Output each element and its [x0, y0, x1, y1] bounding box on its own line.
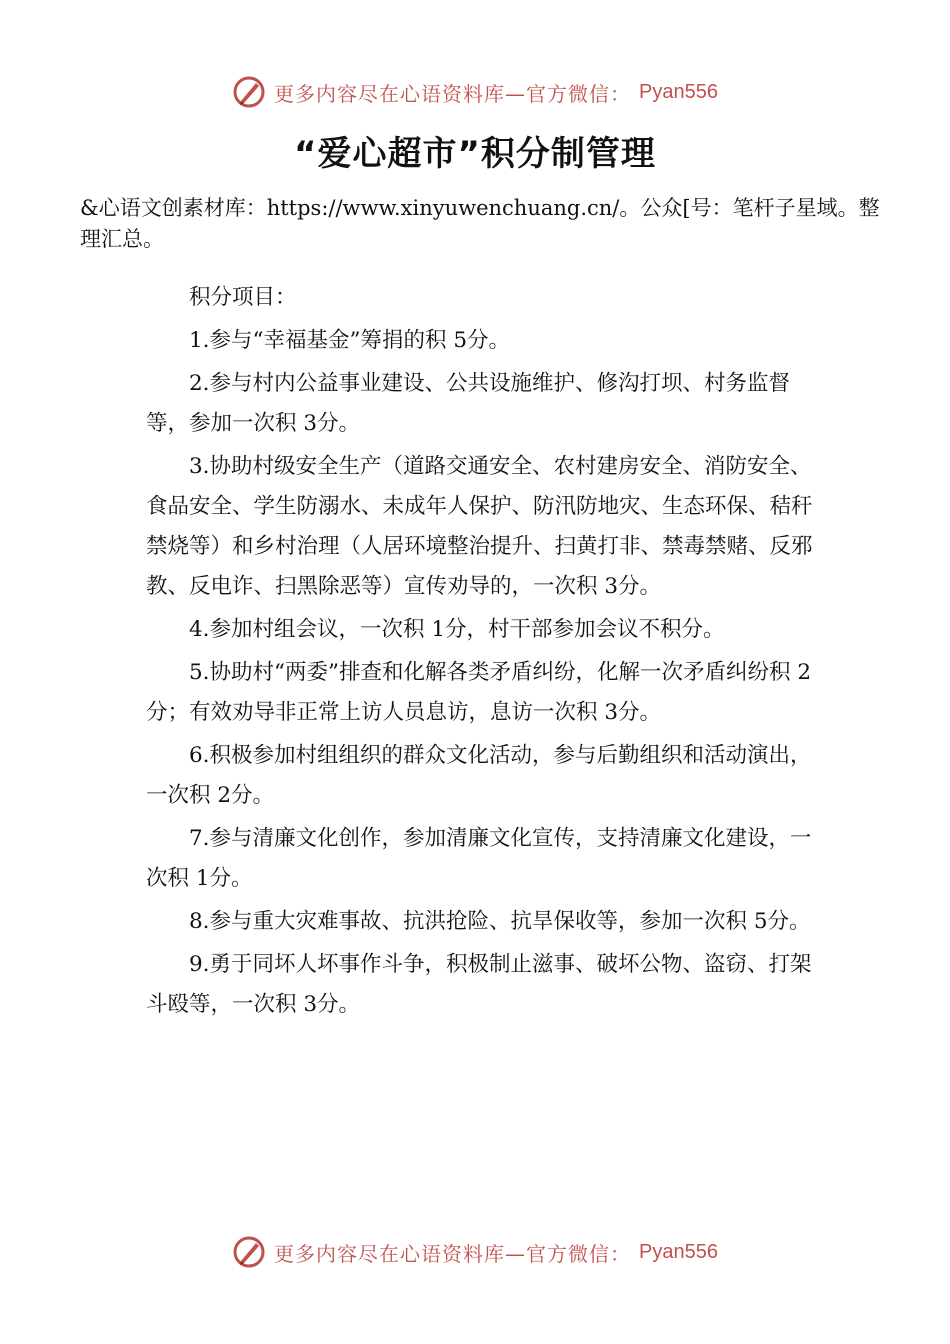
list-item: 3.协助村级安全生产（道路交通安全、农村建房安全、消防安全、食品安全、学生防溺水、未成年人保护、防汛防地灾、生态环保、秸秆禁烧等）和乡村治理（人居环境整治提升、扫黄打非、禁毒禁赌、反邪教、反电诈、扫黑除恶等）宣传劝导的，一次积 3分。 [146, 454, 813, 599]
source-note: &心语文创素材库：https://www.xinyuwenchuang.cn/。公众[号：笔杆子星域。整理汇总。 [80, 196, 880, 251]
footer-promo-text: 更多内容尽在心语资料库—官方微信： [274, 1241, 632, 1266]
section-heading: 积分项目： [189, 285, 297, 310]
document-body [146, 278, 814, 1028]
list-item: 4.参加村组会议，一次积 1分，村干部参加会议不积分。 [189, 617, 725, 642]
header-promo-text: 更多内容尽在心语资料库—官方微信： [274, 81, 632, 106]
list-item: 6.积极参加村组组织的群众文化活动，参与后勤组织和活动演出，一次积 2分。 [146, 743, 812, 808]
header-banner [0, 72, 950, 112]
header-wechat-id: Pyan556 [639, 80, 718, 103]
list-item: 2.参与村内公益事业建设、公共设施维护、修沟打坝、村务监督等，参加一次积 3分。 [146, 371, 791, 436]
list-item: 7.参与清廉文化创作，参加清廉文化宣传，支持清廉文化建设，一次积 1分。 [146, 826, 812, 891]
pen-logo-icon [232, 75, 266, 109]
footer-banner [0, 1232, 950, 1272]
pen-logo-icon [232, 1235, 266, 1269]
document-title: “爱心超市”积分制管理 [294, 134, 656, 174]
footer-wechat-id: Pyan556 [639, 1240, 718, 1263]
list-item: 1.参与“幸福基金”筹捐的积 5分。 [189, 328, 511, 353]
list-item: 5.协助村“两委”排查和化解各类矛盾纠纷，化解一次矛盾纠纷积 2分；有效劝导非正常上访人员息访，息访一次积 3分。 [146, 660, 812, 725]
list-item: 9.勇于同坏人坏事作斗争，积极制止滋事、破坏公物、盗窃、打架斗殴等，一次积 3分。 [146, 952, 812, 1017]
list-item: 8.参与重大灾难事故、抗洪抢险、抗旱保收等，参加一次积 5分。 [189, 909, 811, 934]
